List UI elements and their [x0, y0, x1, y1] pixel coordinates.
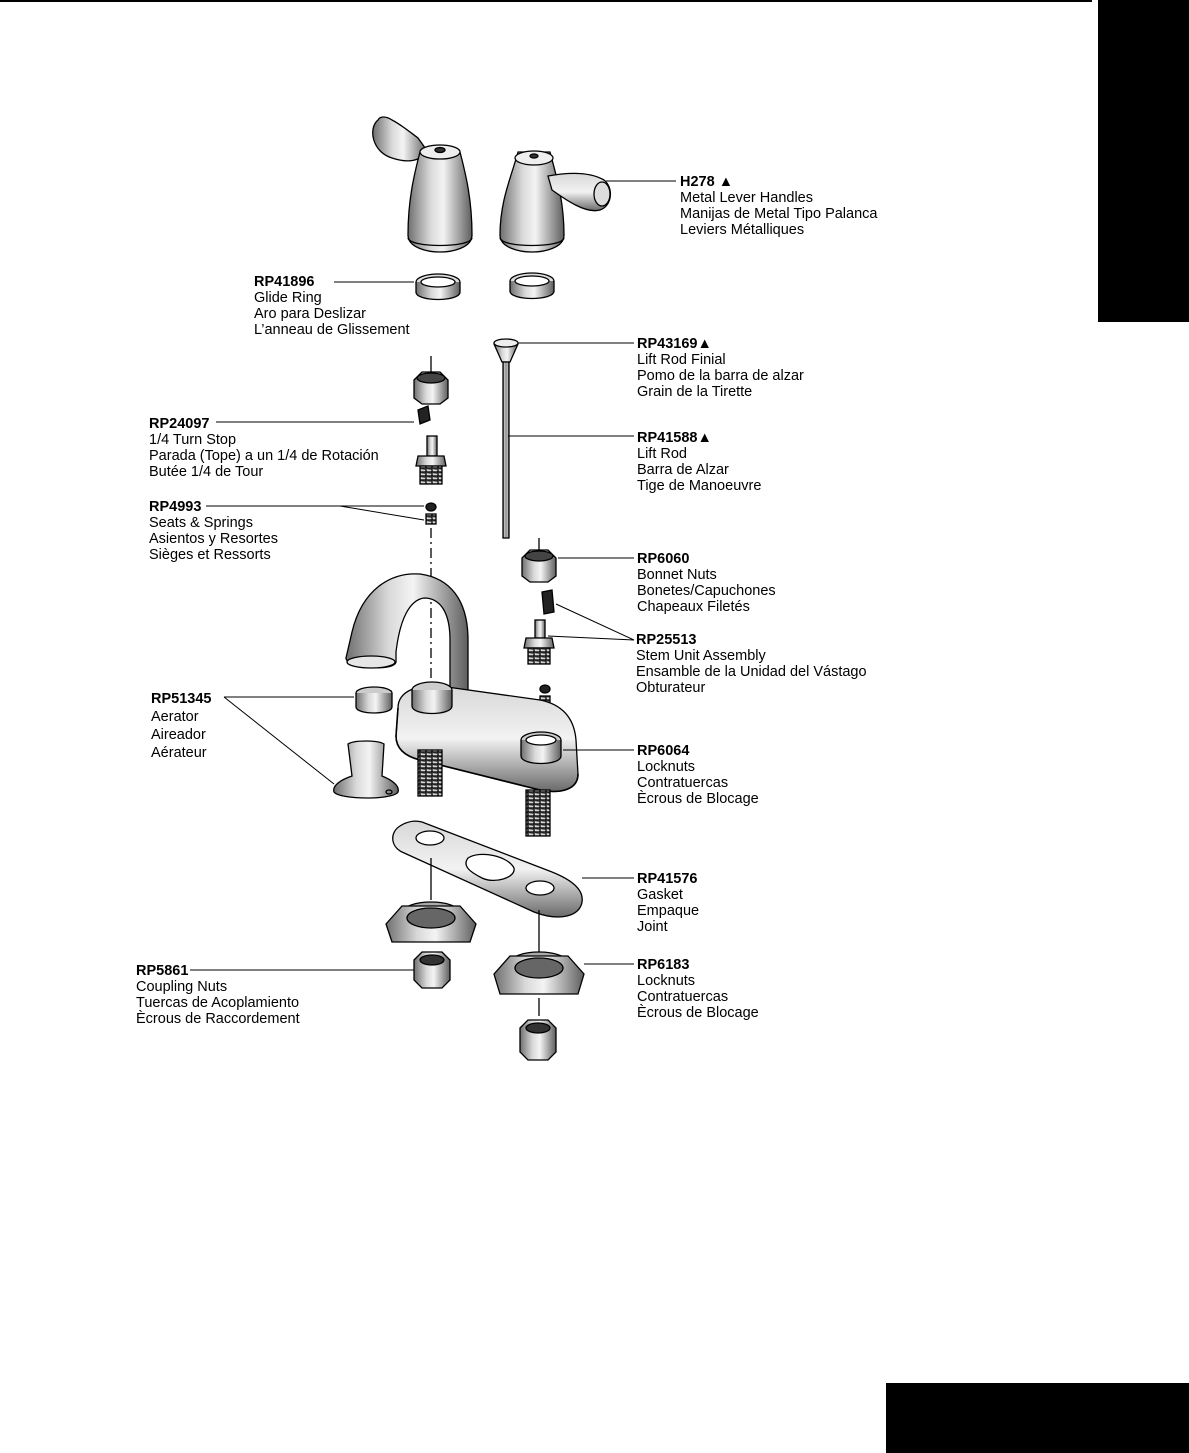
part-name-fr: Joint	[637, 919, 668, 935]
part-name-fr: Aérateur	[151, 745, 207, 761]
part-name-fr: Leviers Métalliques	[680, 222, 805, 238]
part-code: RP43169▲	[637, 336, 712, 352]
faucet-body	[396, 682, 578, 836]
part-code: RP24097	[149, 416, 210, 432]
part-name-en: Locknuts	[637, 973, 696, 989]
label-rp43169	[637, 336, 804, 400]
label-rp24097	[149, 416, 379, 480]
part-name-fr: Sièges et Ressorts	[149, 547, 271, 563]
part-name-fr: Ècrous de Raccordement	[136, 1011, 300, 1027]
part-name-es: Contratuercas	[637, 989, 729, 1005]
part-name-fr: Butée 1/4 de Tour	[149, 464, 264, 480]
left-lever-handle	[373, 117, 472, 252]
part-name-es: Asientos y Resortes	[149, 531, 278, 547]
label-rp4993	[149, 499, 278, 563]
part-name-es: Ensamble de la Unidad del Vástago	[636, 664, 867, 680]
part-code: RP4993	[149, 499, 202, 515]
part-name-es: Empaque	[637, 903, 700, 919]
part-code: RP6064	[637, 743, 690, 759]
label-rp5861	[136, 963, 300, 1027]
label-h278	[680, 174, 877, 238]
part-name-fr: Ècrous de Blocage	[637, 1005, 759, 1021]
label-rp41576	[637, 871, 699, 935]
part-name-es: Aireador	[151, 727, 206, 743]
lift-rod-assembly	[494, 339, 518, 538]
part-name-en: Metal Lever Handles	[680, 190, 813, 206]
label-rp41588	[637, 430, 761, 494]
part-name-en: Seats & Springs	[149, 515, 253, 531]
part-name-fr: Obturateur	[636, 680, 706, 696]
part-code: H278 ▲	[680, 174, 734, 190]
part-code: RP41896	[254, 274, 315, 290]
part-name-es: Pomo de la barra de alzar	[637, 368, 804, 384]
part-name-en: Lift Rod	[637, 446, 687, 462]
part-name-es: Barra de Alzar	[637, 462, 729, 478]
part-name-fr: Ècrous de Blocage	[637, 791, 759, 807]
part-code: RP6060	[637, 551, 690, 567]
part-code: RP41588▲	[637, 430, 712, 446]
glide-rings	[416, 273, 554, 300]
right-valve-stack	[522, 538, 556, 706]
aerator-parts	[334, 687, 399, 798]
left-valve-stack	[414, 356, 448, 690]
part-code: RP6183	[637, 957, 690, 973]
label-rp6064	[637, 743, 759, 807]
part-name-en: 1/4 Turn Stop	[149, 432, 237, 448]
part-name-en: Bonnet Nuts	[637, 567, 717, 583]
part-name-es: Contratuercas	[637, 775, 729, 791]
part-name-es: Tuercas de Acoplamiento	[136, 995, 300, 1011]
part-name-fr: Grain de la Tirette	[637, 384, 753, 400]
part-name-en: Gasket	[637, 887, 683, 903]
part-name-en: Coupling Nuts	[136, 979, 228, 995]
part-name-es: Aro para Deslizar	[254, 306, 367, 322]
part-code: RP5861	[136, 963, 189, 979]
part-name-fr: Tige de Manoeuvre	[637, 478, 762, 494]
part-code: RP25513	[636, 632, 697, 648]
part-name-en: Lift Rod Finial	[637, 352, 726, 368]
label-rp6060	[637, 551, 776, 615]
part-name-en: Locknuts	[637, 759, 696, 775]
label-rp51345	[151, 690, 211, 762]
part-name-en: Glide Ring	[254, 290, 322, 306]
part-code: RP41576	[637, 871, 698, 887]
part-name-fr: Chapeaux Filetés	[637, 599, 750, 615]
label-rp25513	[636, 632, 867, 696]
part-name-en: Aerator	[151, 709, 199, 725]
part-name-fr: L’anneau de Glissement	[254, 322, 410, 338]
part-name-es: Bonetes/Capuchones	[637, 583, 776, 599]
right-lever-handle	[500, 151, 610, 252]
part-name-es: Parada (Tope) a un 1/4 de Rotación	[149, 448, 379, 464]
part-code: RP51345	[151, 691, 212, 707]
label-rp6183	[637, 957, 759, 1021]
part-name-es: Manijas de Metal Tipo Palanca	[680, 206, 878, 222]
part-name-en: Stem Unit Assembly	[636, 648, 766, 664]
label-rp41896	[254, 274, 410, 338]
